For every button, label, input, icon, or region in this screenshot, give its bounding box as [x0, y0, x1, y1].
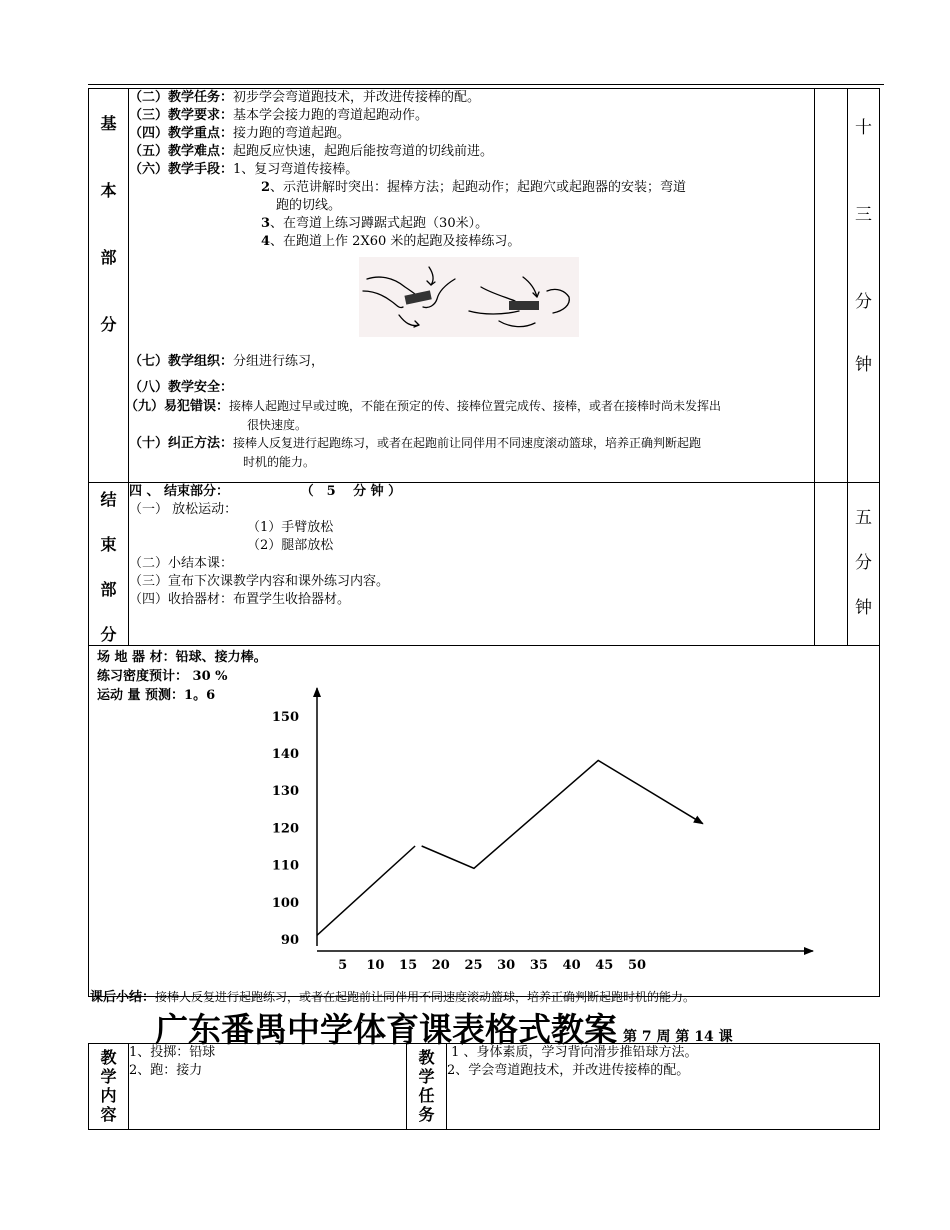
ending-label-char: 部	[100, 580, 117, 599]
basic-time-char: 十	[855, 118, 872, 138]
ending-items	[129, 501, 814, 609]
empty-column-cell	[815, 89, 848, 483]
ending-heading: 四 、 结束部分： （ 5 分 钟 ）	[129, 484, 402, 499]
ending-item: （2）腿部放松	[247, 538, 334, 553]
x-tick-label: 30	[497, 958, 516, 973]
content-items	[129, 1044, 407, 1130]
site-equipment: 场 地 器 材：铅球、接力棒。	[97, 650, 267, 665]
x-tick-label: 10	[366, 958, 385, 973]
week-lesson: 第 7 周 第 14 课	[623, 1029, 733, 1045]
basic-time-char: 钟	[855, 355, 872, 375]
y-tick-label: 130	[271, 784, 299, 800]
ending-item: （二）小结本课：	[129, 556, 234, 571]
content-item: 1、投掷：铅球	[129, 1045, 216, 1060]
lesson-plan-table	[88, 88, 880, 997]
means-step: 4、在跑道上作 2X60 米的起跑及接棒练习。	[261, 234, 521, 249]
safety-line: （八）教学安全：	[129, 380, 234, 395]
x-tick-label: 25	[464, 958, 483, 973]
organization-line: （七）教学组织：分组进行练习，	[129, 354, 325, 369]
task-label-char: 教	[418, 1048, 435, 1067]
ending-item: （三）宣布下次课教学内容和课外练习内容。	[129, 574, 390, 589]
ending-section-label	[89, 483, 129, 646]
basic-label-char: 分	[100, 315, 117, 334]
x-tick-label: 45	[595, 958, 614, 973]
x-tick-label: 20	[431, 958, 450, 973]
task-label-char: 任	[418, 1086, 435, 1105]
title-text: 广东番禺中学体育课表格式教案	[155, 1010, 617, 1049]
x-tick-label: 40	[562, 958, 581, 973]
teaching-task-line: （二）教学任务：初步学会弯道跑技术，并改进传接棒的配。	[129, 90, 481, 105]
ending-item: （1）手臂放松	[247, 520, 334, 535]
task-label	[407, 1044, 447, 1130]
heart-rate-chart	[89, 646, 878, 996]
x-tick-label: 15	[399, 958, 418, 973]
task-label-char: 学	[418, 1067, 435, 1086]
ending-time-char: 分	[855, 553, 872, 573]
ending-section-content	[129, 483, 815, 646]
baton-right	[509, 301, 539, 310]
task-items	[447, 1044, 880, 1130]
content-task-table	[88, 1043, 880, 1130]
content-label-char: 学	[100, 1067, 117, 1086]
y-tick-label: 140	[271, 747, 299, 762]
teaching-means-line: （六）教学手段：1、复习弯道传接棒。	[129, 162, 359, 177]
content-task-row	[89, 1044, 880, 1130]
basic-label-char: 本	[100, 181, 117, 200]
summary-text: 接棒人反复进行起跑练习，或者在起跑前让同伴用不同速度滚动篮球，培养正确判断起跑时机的能力。	[155, 990, 696, 1004]
y-tick-label: 90	[280, 933, 299, 948]
task-item: 1 、身体素质，学习背向滑步推铅球方法。	[447, 1045, 698, 1060]
correction-line: （十）纠正方法：接棒人反复进行起跑练习，或者在起跑前让同伴用不同速度滚动篮球，培养正确判断起跑	[129, 436, 702, 451]
x-tick-label: 50	[627, 958, 647, 973]
y-tick-label: 100	[271, 895, 299, 911]
ending-time-label	[848, 483, 880, 646]
basic-label-char: 基	[100, 114, 117, 133]
basic-time-char: 分	[855, 292, 872, 312]
site-and-chart-cell	[89, 646, 880, 997]
content-label-char: 容	[100, 1105, 117, 1124]
illustration-background	[359, 257, 579, 337]
y-tick-label: 110	[271, 858, 299, 874]
baton-pass-illustration	[359, 257, 579, 337]
chart-row	[89, 646, 880, 997]
series-line	[317, 846, 415, 935]
mistakes-line: （九）易犯错误：接棒人起跑过早或过晚，不能在预定的传、接棒位置完成传、接棒，或者在接棒时尚未发挥出	[125, 399, 722, 414]
teaching-requirement-line: （三）教学要求：基本学会接力跑的弯道起跑动作。	[129, 108, 429, 123]
y-tick-label: 150	[271, 709, 299, 725]
y-tick-labels	[272, 710, 299, 948]
means-step: 2、示范讲解时突出：握棒方法；起跑动作；起跑穴或起跑器的安装；弯道	[261, 180, 687, 195]
teaching-difficulty-line: （五）教学难点：起跑反应快速，起跑后能按弯道的切线前进。	[129, 144, 494, 159]
x-tick-labels	[338, 958, 646, 973]
basic-section-content	[125, 89, 815, 483]
means-step: 3、在弯道上练习蹲踞式起跑（30米）。	[261, 216, 489, 231]
post-class-summary	[90, 986, 695, 1005]
correction-line-continued: 时机的能力。	[243, 455, 316, 469]
chart-series	[317, 760, 703, 935]
y-tick-label: 120	[271, 821, 299, 837]
ending-section-row	[89, 483, 880, 646]
ending-time-char: 钟	[855, 598, 872, 618]
teaching-focus-line: （四）教学重点：接力跑的弯道起跑。	[129, 126, 351, 141]
content-label-char: 教	[100, 1048, 117, 1067]
basic-time-char: 三	[855, 205, 872, 225]
summary-label: 课后小结：	[90, 990, 156, 1005]
x-tick-label: 5	[338, 958, 348, 973]
ending-item: （一） 放松运动：	[129, 502, 238, 517]
exercise-load: 运动 量 预测：1。6	[97, 688, 216, 703]
basic-label-char: 部	[100, 248, 117, 267]
empty-column-cell	[815, 483, 848, 646]
task-item: 2、学会弯道跑技术，并改进传接棒的配。	[447, 1063, 690, 1078]
basic-section-label	[89, 89, 129, 483]
task-label-char: 务	[418, 1105, 435, 1124]
series-line	[422, 760, 703, 868]
top-rule	[88, 84, 884, 85]
content-label-char: 内	[100, 1086, 117, 1105]
ending-label-char: 结	[100, 490, 117, 509]
content-item: 2、跑：接力	[129, 1063, 203, 1078]
means-step-continued: 跑的切线。	[276, 198, 342, 213]
ending-label-char: 束	[100, 535, 117, 554]
ending-time-char: 五	[855, 508, 872, 528]
mistakes-line-continued: 很快速度。	[247, 418, 308, 432]
content-label	[89, 1044, 129, 1130]
practice-density: 练习密度预计： 30 %	[97, 669, 228, 684]
basic-section-row	[89, 89, 880, 483]
ending-item: （四）收拾器材：布置学生收拾器材。	[129, 592, 351, 607]
basic-time-label	[848, 89, 880, 483]
x-tick-label: 35	[529, 958, 548, 973]
ending-label-char: 分	[100, 625, 117, 644]
